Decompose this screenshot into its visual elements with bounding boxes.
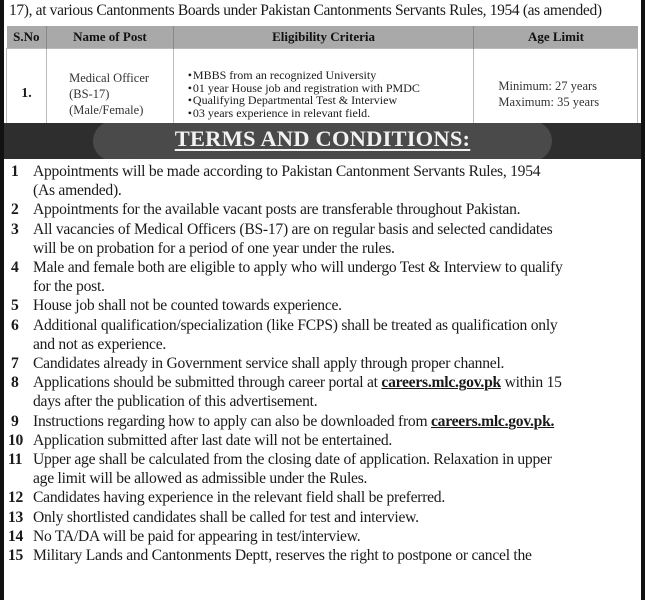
term-text: Instructions regarding how to apply can also be downloaded from careers.mlc.gov.pk. [33,412,555,430]
intro-line: 17), at various Cantonments Boards under Pakistan Cantonments Servants Rules, 1954 (as amended) [9,2,602,19]
term-number: 15 [8,547,24,565]
term-item-13 [8,508,638,527]
term-text: House job shall not be counted towards experience. [33,297,342,315]
term-item-10 [8,431,638,450]
header-age: Age Limit [474,26,638,49]
term-item-11 [8,450,638,488]
term-item-9 [8,412,638,431]
term-number: 3 [11,220,19,238]
term-text: Upper age shall be calculated from the closing date of application. Relaxation in upper age limit will be allowed as admissible under the Rules. [33,451,552,488]
age-max: Maximum: 35 years [498,95,600,109]
header-post: Name of Post [47,26,174,49]
header-sno: S.No [7,26,47,49]
post-line: (Male/Female) [69,103,144,117]
term-number: 8 [11,374,19,392]
term-text: All vacancies of Medical Officers (BS-17) are on regular basis and selected candidates will be on probation for a period of one year under the rules. [33,220,553,257]
term-number: 11 [8,451,23,469]
term-text: Only shortlisted candidates shall be called for test and interview. [33,508,419,526]
criteria-item: • MBBS from an recognized University [188,69,474,82]
banner-title-text: TERMS AND CONDITIONS: [174,126,471,151]
term-text: Male and female both are eligible to apply who will undergo Test & Interview to qualify for the post. [33,259,563,296]
term-item-5 [8,296,638,315]
header-criteria: Eligibility Criteria [173,26,474,49]
term-number: 4 [11,259,19,277]
term-text: Application submitted after last date will not be entertained. [33,431,393,449]
term-item-3 [8,220,638,258]
term-item-12 [8,488,638,507]
term-number: 13 [8,508,24,526]
term-number: 1 [11,163,19,180]
term-text: Military Lands and Cantonments Deptt, reserves the right to postpone or cancel the [33,547,532,565]
term-item-1 [8,162,638,200]
term-number: 12 [8,489,24,507]
term-text: Applications should be submitted through career portal at careers.mlc.gov.pk within 15 days after the publication of this advertisement. [33,374,562,411]
term-number: 7 [11,355,19,373]
post-line: (BS-17) [69,87,110,101]
term-text: Appointments will be made according to Pakistan Cantonment Servants Rules, 1954 (As amended). [33,163,541,200]
term-number: 6 [11,316,19,334]
table-header-row [7,26,638,49]
term-text: Additional qualification/specialization (like FCPS) shall be treated as qualification only and not as experience. [33,316,558,353]
term-number: 5 [11,297,19,315]
term-item-8 [8,373,638,411]
term-item-7 [8,354,638,373]
term-item-14 [8,527,638,546]
term-item-4 [8,258,638,296]
careers-portal-link[interactable]: careers.mlc.gov.pk [381,374,501,392]
terms-list [8,162,638,565]
term-number: 10 [8,431,24,449]
criteria-item: • 03 years experience in relevant field. [188,107,474,120]
criteria-item: • 01 year House job and registration with PMDC [188,82,474,95]
term-text: Appointments for the available vacant posts are transferable throughout Pakistan. [33,201,521,219]
term-item-6 [8,316,638,354]
post-line: Medical Officer [69,71,150,85]
cell-sno: 1. [7,49,47,140]
term-number: 2 [11,201,19,219]
careers-download-link[interactable]: careers.mlc.gov.pk. [431,412,555,430]
age-min: Minimum: 27 years [498,79,598,93]
term-text: No TA/DA will be paid for appearing in test/interview. [33,527,361,545]
term-item-2 [8,200,638,219]
term-number: 9 [11,412,19,430]
term-text: Candidates already in Government service shall apply through proper channel. [33,355,505,373]
terms-banner [4,123,641,159]
term-text: Candidates having experience in the relevant field shall be preferred. [33,489,446,507]
banner-title [4,126,641,152]
term-item-15 [8,546,638,565]
criteria-item: • Qualifying Departmental Test & Interview [188,94,474,107]
term-number: 14 [8,527,24,545]
